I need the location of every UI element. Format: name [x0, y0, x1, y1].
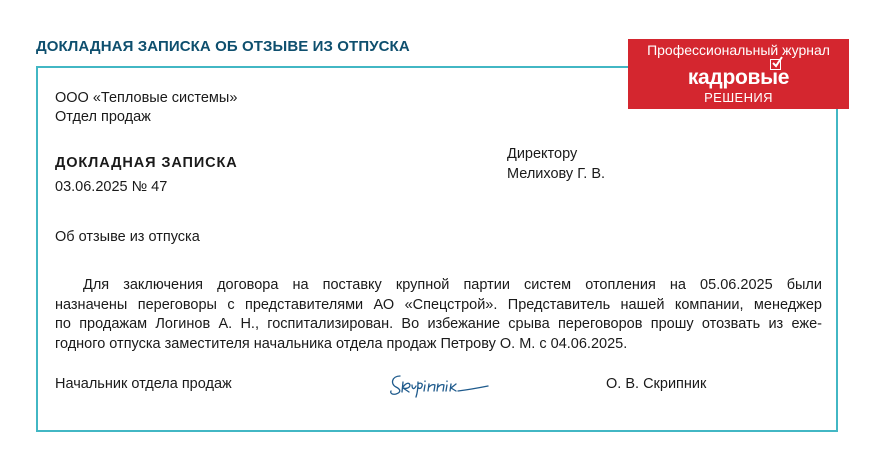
logo-tagline: Профессиональный журнал	[647, 42, 830, 58]
signer-name: О. В. Скрипник	[606, 376, 707, 392]
handwritten-signature	[388, 370, 492, 398]
document-date-number: 03.06.2025 № 47	[55, 179, 168, 195]
journal-logo	[628, 39, 849, 109]
logo-subtitle: РЕШЕНИЯ	[704, 90, 773, 105]
addressee-position: Директору	[507, 146, 578, 162]
page-title: ДОКЛАДНАЯ ЗАПИСКА ОБ ОТЗЫВЕ ИЗ ОТПУСКА	[36, 38, 410, 55]
document-title: ДОКЛАДНАЯ ЗАПИСКА	[55, 155, 238, 171]
document-subject: Об отзыве из отпуска	[55, 229, 200, 245]
addressee-name: Мелихову Г. В.	[507, 166, 606, 182]
body-line: Для заключения договора на поставку крупной партии систем отопления на 05.06.2025 были	[83, 277, 822, 293]
body-line: по продажам Логинов А. Н., госпитализирован. Во избежание срыва переговоров прошу отозвать из еже-	[55, 316, 822, 332]
body-line: годного отпуска заместителя начальника отдела продаж Петрову О. М. с 04.06.2025.	[55, 335, 628, 352]
department-name: Отдел продаж	[55, 109, 151, 125]
body-line: назначены переговоры с представителями АО «Спецстрой». Представитель нашей компании, менеджер	[55, 296, 822, 313]
document-body	[55, 276, 822, 354]
organization-name: ООО «Тепловые системы»	[55, 90, 238, 106]
signer-position: Начальник отдела продаж	[55, 376, 232, 392]
logo-title: кадровые	[687, 66, 790, 89]
